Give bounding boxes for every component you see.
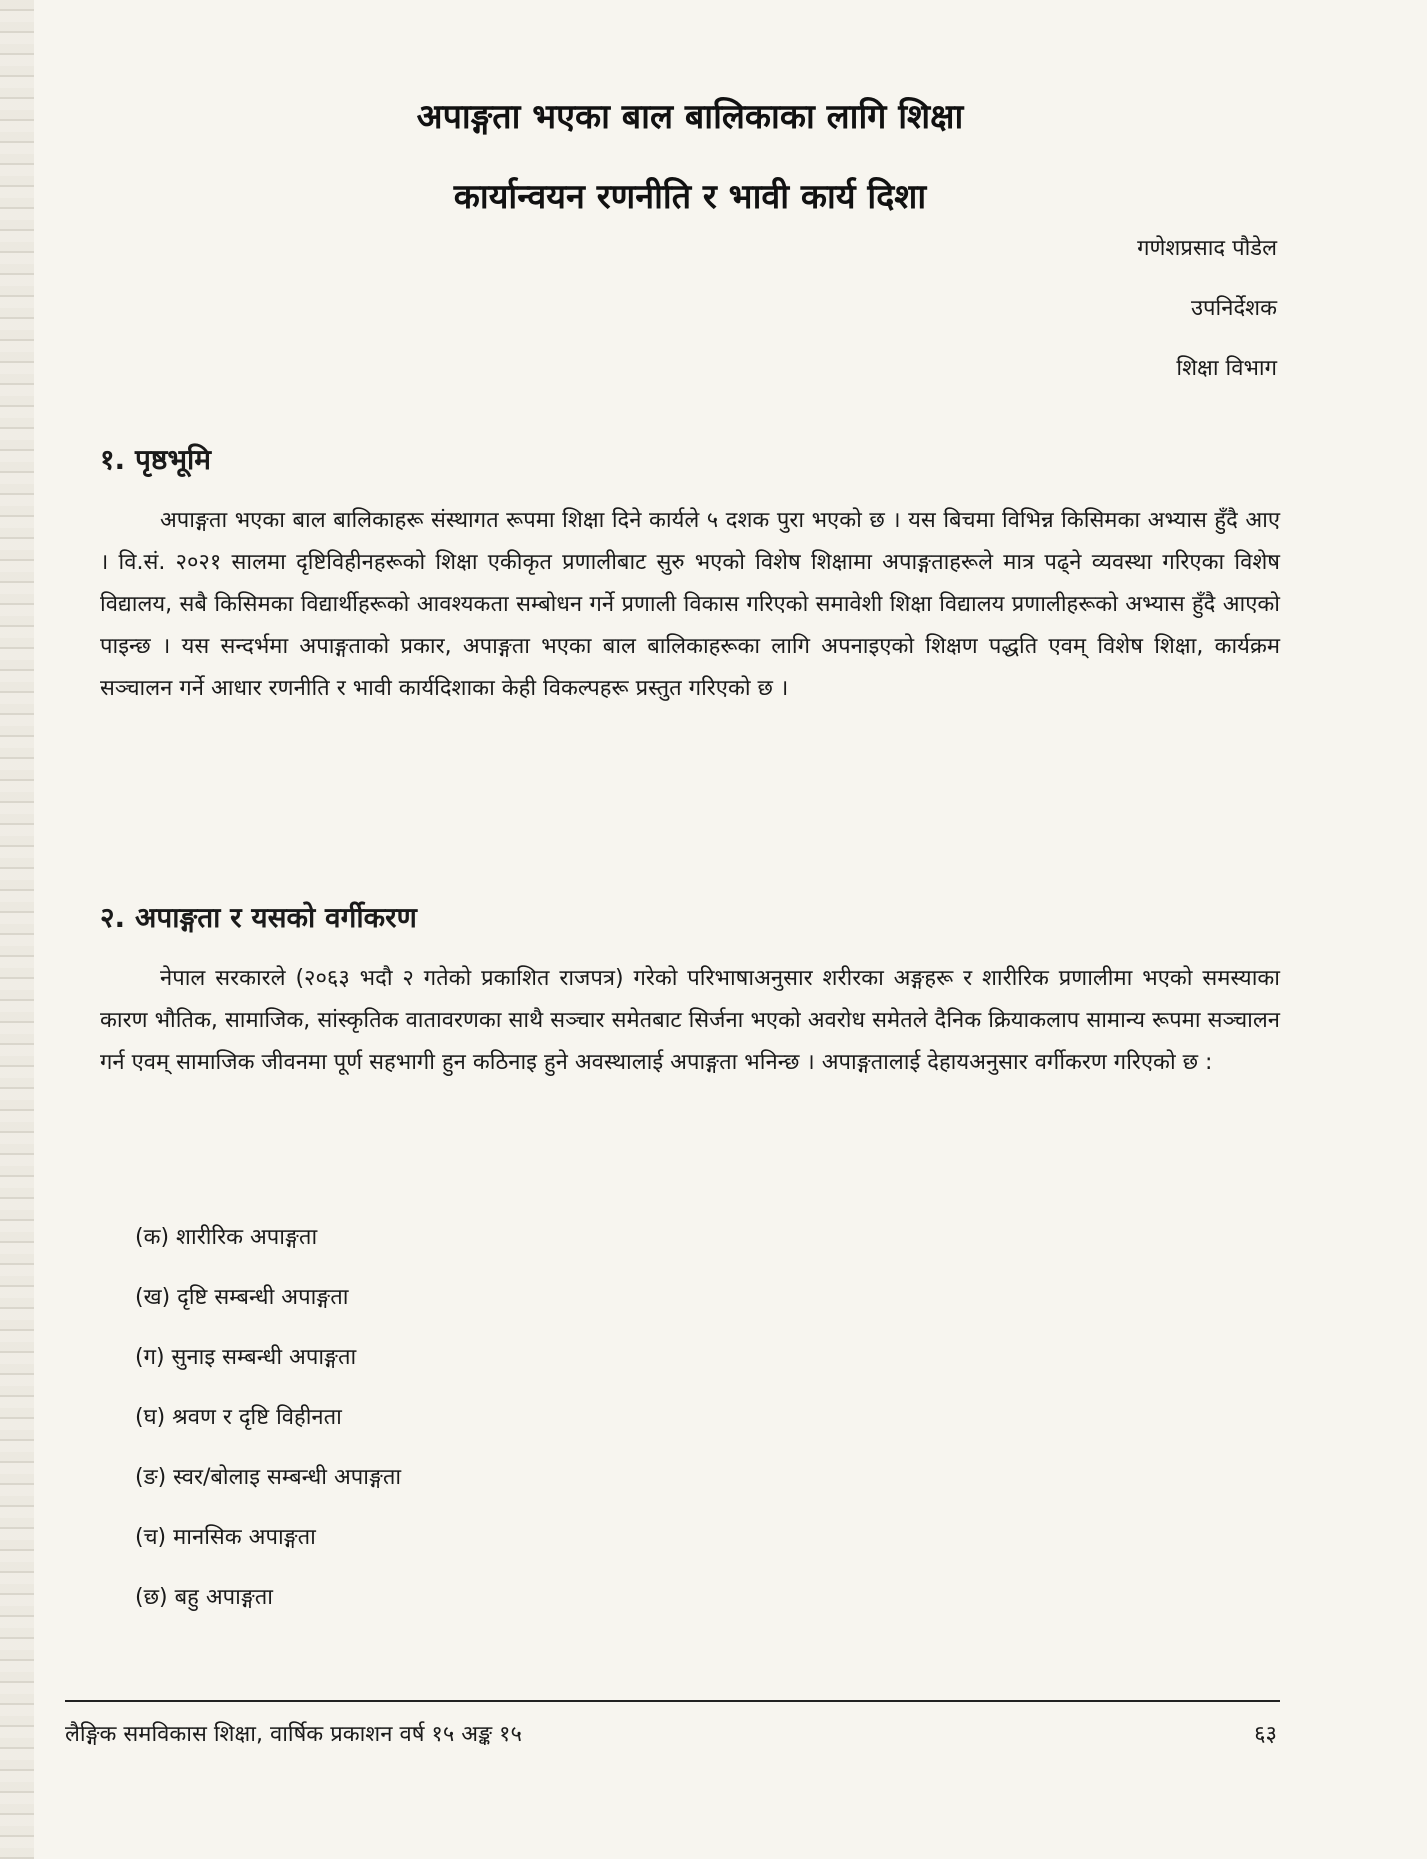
list-item: (छ) बहु अपाङ्गता xyxy=(135,1585,273,1610)
binding-edge xyxy=(0,0,34,1859)
section-1-paragraph: अपाङ्गता भएका बाल बालिकाहरू संस्थागत रूपमा शिक्षा दिने कार्यले ५ दशक पुरा भएको छ । यस बिचमा विभिन्न किसिमका अभ्यास हुँदै आए । वि.सं. २०२१ सालमा दृष्टिविहीनहरूको शिक्षा एकीकृत प्रणालीबाट सुरु भएको विशेष शिक्षामा अपाङ्गताहरूले मात्र पढ्ने व्यवस्था गरिएका विशेष विद्यालय, सबै किसिमका विद्यार्थीहरूको आवश्यकता सम्बोधन गर्ने प्रणाली विकास गरिएको समावेशी शिक्षा विद्यालय प्रणालीहरूको अभ्यास हुँदै आएको पाइन्छ । यस सन्दर्भमा अपाङ्गताको प्रकार, अपाङ्गता भएका बाल बालिकाहरूका लागि अपनाइएको शिक्षण पद्धति एवम् विशेष शिक्षा, कार्यक्रम सञ्चालन गर्ने आधार रणनीति र भावी कार्यदिशाका केही विकल्पहरू प्रस्तुत गरिएको छ । xyxy=(100,508,1280,701)
footer-publication: लैङ्गिक समविकास शिक्षा, वार्षिक प्रकाशन वर्ष १५ अङ्क १५ xyxy=(65,1722,522,1747)
author-designation: उपनिर्देशक xyxy=(1191,296,1277,321)
footer-divider xyxy=(65,1700,1280,1702)
list-item: (च) मानसिक अपाङ्गता xyxy=(135,1525,316,1550)
disability-classification-list xyxy=(135,1223,401,1643)
title-line-2: कार्यान्वयन रणनीति र भावी कार्य दिशा xyxy=(453,177,927,217)
section-2-heading: २. अपाङ्गता र यसको वर्गीकरण xyxy=(100,901,417,934)
title-line-1: अपाङ्गता भएका बाल बालिकाका लागि शिक्षा xyxy=(416,97,964,137)
list-item: (ख) दृष्टि सम्बन्धी अपाङ्गता xyxy=(135,1285,349,1310)
list-item: (ग) सुनाइ सम्बन्धी अपाङ्गता xyxy=(135,1345,357,1370)
list-item: (क) शारीरिक अपाङ्गता xyxy=(135,1225,318,1250)
list-item: (घ) श्रवण र दृष्टि विहीनता xyxy=(135,1405,342,1430)
author-office: शिक्षा विभाग xyxy=(1176,356,1277,381)
author-name: गणेशप्रसाद पौडेल xyxy=(1137,236,1277,261)
section-1-heading: १. पृष्ठभूमि xyxy=(100,443,212,476)
section-2-paragraph: नेपाल सरकारले (२०६३ भदौ २ गतेको प्रकाशित राजपत्र) गरेको परिभाषाअनुसार शरीरका अङ्गहरू र शारीरिक प्रणालीमा भएको समस्याका कारण भौतिक, सामाजिक, सांस्कृतिक वातावरणका साथै सञ्चार समेतबाट सिर्जना भएको अवरोध समेतले दैनिक क्रियाकलाप सामान्य रूपमा सञ्चालन गर्न एवम् सामाजिक जीवनमा पूर्ण सहभागी हुन कठिनाइ हुने अवस्थालाई अपाङ्गता भनिन्छ । अपाङ्गतालाई देहायअनुसार वर्गीकरण गरिएको छ : xyxy=(100,966,1280,1075)
page-number: ६३ xyxy=(1254,1722,1277,1747)
list-item: (ङ) स्वर/बोलाइ सम्बन्धी अपाङ्गता xyxy=(135,1465,402,1490)
